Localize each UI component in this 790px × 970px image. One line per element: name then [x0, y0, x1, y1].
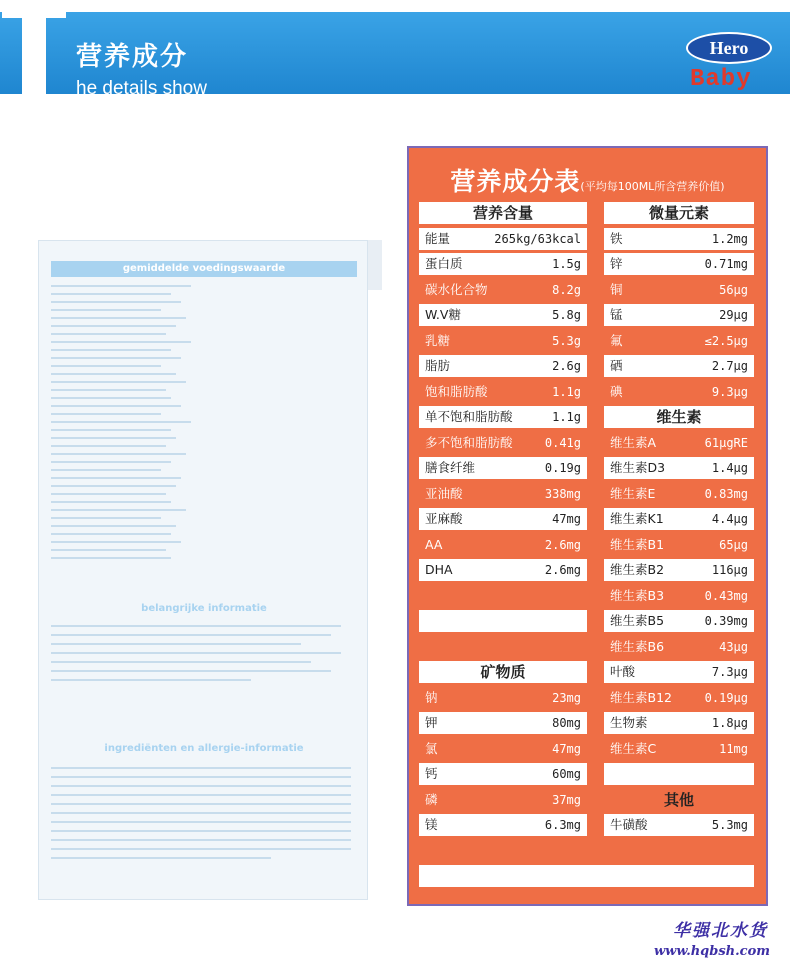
nutrient-name: 钙: [425, 766, 438, 781]
table-row: [604, 661, 754, 683]
nutrient-value: 2.6mg: [544, 563, 581, 577]
table-row: [604, 279, 754, 301]
nutrient-value: 37mg: [552, 792, 581, 807]
nutrient-name: 能量: [425, 230, 451, 246]
table-row: [419, 814, 587, 836]
table-row: [419, 228, 587, 250]
table-row: [419, 712, 587, 734]
nutrient-name: 硒: [610, 358, 623, 373]
table-row: [419, 534, 587, 556]
nutrient-value: 9.3μg: [711, 384, 748, 399]
table-row: [419, 687, 587, 709]
product-box-image: [38, 240, 368, 900]
table-row: [419, 789, 587, 811]
table-row: [604, 355, 754, 377]
nutrient-value: 265kg/63kcal: [494, 231, 581, 246]
nutrient-value: 43μg: [719, 639, 748, 654]
nutrient-name: 多不饱和脂肪酸: [425, 434, 513, 450]
nutrient-value: 60mg: [552, 767, 581, 781]
table-row: [419, 406, 587, 428]
table-row: [419, 304, 587, 326]
nutrient-name: 维生素C: [610, 740, 657, 756]
table-title-main: 营养成分表: [450, 167, 581, 196]
nutrient-value: ≤2.5μg: [704, 333, 748, 348]
table-row: [604, 432, 754, 454]
table-row: [604, 712, 754, 734]
logo-sub: Baby: [690, 66, 752, 93]
nutrient-value: 4.4μg: [711, 512, 748, 526]
section-header-minerals: 矿物质: [419, 661, 587, 683]
box-side-edge: [368, 240, 382, 290]
nutrient-name: 钠: [425, 689, 438, 705]
table-row: [419, 279, 587, 301]
table-row: [419, 508, 587, 530]
nutrient-name: 单不饱和脂肪酸: [425, 409, 513, 424]
section-header-vitamins: 维生素: [604, 406, 754, 428]
nutrient-value: 1.1g: [552, 410, 581, 424]
nutrient-name: 乳糖: [425, 332, 451, 348]
table-row: [419, 381, 587, 403]
nutrient-value: 6.3mg: [544, 818, 581, 832]
empty-row: [419, 840, 754, 862]
nutrient-value: 47mg: [552, 741, 581, 756]
page-subtitle: he details show: [76, 78, 207, 99]
table-row: [419, 610, 587, 632]
nutrient-value: 2.6mg: [544, 537, 581, 552]
nutrient-value: 61μgRE: [704, 435, 748, 450]
box-band-info: belangrijke informatie: [141, 603, 267, 614]
nutrient-value: 0.41g: [544, 435, 581, 450]
table-row: [419, 355, 587, 377]
nutrient-name: 铁: [610, 230, 623, 246]
nutrient-name: 维生素B5: [610, 613, 665, 628]
nutrient-value: 2.7μg: [711, 359, 748, 373]
table-row: [604, 253, 754, 275]
nutrient-value: 1.4μg: [711, 461, 748, 475]
table-row: [604, 304, 754, 326]
nutrient-value: 0.71mg: [704, 257, 748, 271]
page-title: 营养成分: [76, 42, 189, 72]
nutrient-name: 维生素D3: [610, 460, 666, 475]
nutrient-name: 碘: [610, 383, 623, 399]
hero-baby-logo[interactable]: [682, 30, 776, 93]
table-row: [604, 330, 754, 352]
table-row: [419, 585, 587, 607]
section-header-nutrients: 营养含量: [419, 202, 587, 224]
table-row: [419, 330, 587, 352]
table-row: [419, 763, 587, 785]
nutrient-name: 氯: [425, 740, 438, 756]
nutrient-name: 维生素A: [610, 434, 657, 450]
nutrient-name: 脂肪: [425, 358, 451, 373]
table-row: [604, 381, 754, 403]
nutrient-name: 叶酸: [610, 664, 636, 679]
nutrient-value: 1.8μg: [711, 716, 748, 730]
nutrient-name: 磷: [425, 791, 438, 807]
nutrient-name: 锰: [610, 307, 623, 322]
table-row: [604, 457, 754, 479]
table-row: [419, 636, 587, 658]
watermark-url: www.hqbsh.com: [653, 944, 770, 959]
table-row: [604, 636, 754, 658]
nutrient-name: 亚油酸: [425, 485, 463, 501]
nutrient-name: DHA: [425, 562, 453, 577]
box-band-ingredients: ingrediënten en allergie-informatie: [104, 743, 304, 754]
nutrient-value: 0.83mg: [704, 486, 748, 501]
nutrition-table-panel: [407, 146, 768, 906]
table-row: [419, 253, 587, 275]
table-row: [604, 763, 754, 785]
table-row: [419, 738, 587, 760]
nutrient-value: 65μg: [719, 537, 748, 552]
nutrient-value: 80mg: [552, 716, 581, 730]
nutrient-name: 亚麻酸: [425, 511, 463, 526]
empty-row: [419, 865, 754, 887]
table-title: [409, 162, 766, 198]
nutrient-value: 23mg: [552, 690, 581, 705]
table-row: [419, 559, 587, 581]
table-row: [604, 687, 754, 709]
table-row: [604, 559, 754, 581]
table-row: [604, 610, 754, 632]
table-row: [604, 483, 754, 505]
nutrient-value: 0.19μg: [704, 690, 748, 705]
nutrient-name: 维生素K1: [610, 511, 664, 526]
nutrient-name: 维生素B12: [610, 689, 672, 705]
nutrient-value: 1.1g: [552, 384, 581, 399]
nutrient-name: 镁: [425, 817, 438, 832]
nutrient-value: 11mg: [719, 741, 748, 756]
nutrient-name: 膳食纤维: [425, 460, 476, 475]
nutrient-value: 0.39mg: [704, 614, 748, 628]
nutrient-name: 铜: [610, 281, 623, 297]
nutrient-name: 氟: [610, 332, 623, 348]
nutrient-name: 维生素B2: [610, 562, 665, 577]
nutrient-name: 蛋白质: [425, 256, 463, 271]
nutrient-name: 维生素B1: [610, 536, 665, 552]
header-banner: [0, 12, 790, 99]
section-header-trace: 微量元素: [604, 202, 754, 224]
table-title-sub: (平均每100ML所含营养价值): [580, 180, 725, 193]
nutrient-name: 碳水化合物: [425, 281, 488, 297]
nutrient-value: 2.6g: [552, 359, 581, 373]
nutrient-value: 338mg: [544, 486, 581, 501]
logo-brand: Hero: [686, 32, 772, 64]
nutrient-name: AA: [425, 536, 443, 552]
nutrient-value: 56μg: [719, 282, 748, 297]
nutrient-name: 维生素E: [610, 485, 656, 501]
nutrient-name: 维生素B3: [610, 587, 665, 603]
table-row: [419, 432, 587, 454]
nutrient-value: 5.3mg: [711, 818, 748, 832]
table-row: [604, 814, 754, 836]
nutrient-value: 47mg: [552, 512, 581, 526]
nutrient-value: 1.5g: [552, 257, 581, 271]
nutrient-value: 29μg: [719, 308, 748, 322]
nutrient-value: 0.43mg: [704, 588, 748, 603]
table-row: [604, 585, 754, 607]
nutrient-value: 0.19g: [544, 461, 581, 475]
nutrient-name: 钾: [425, 715, 438, 730]
nutrient-value: 1.2mg: [711, 231, 748, 246]
table-row: [604, 228, 754, 250]
nutrient-value: 7.3μg: [711, 665, 748, 679]
nutrient-name: W.V糖: [425, 307, 461, 322]
box-band-nutrition: gemiddelde voedingswaarde: [51, 261, 357, 277]
nutrient-value: 116μg: [711, 563, 748, 577]
nutrient-value: 5.8g: [552, 308, 581, 322]
nutrient-name: 锌: [610, 256, 623, 271]
table-row: [604, 738, 754, 760]
table-row: [419, 457, 587, 479]
t-letter-icon: [0, 0, 70, 94]
nutrient-name: 牛磺酸: [610, 817, 648, 832]
nutrient-name: 饱和脂肪酸: [425, 383, 488, 399]
table-row: [604, 508, 754, 530]
table-row: [604, 534, 754, 556]
nutrient-name: 生物素: [610, 715, 648, 730]
watermark-text: 华强北水货: [673, 921, 768, 941]
nutrient-value: 5.3g: [552, 333, 581, 348]
table-row: [419, 483, 587, 505]
nutrient-value: 8.2g: [552, 282, 581, 297]
nutrient-name: 维生素B6: [610, 638, 665, 654]
section-header-other: 其他: [604, 789, 754, 811]
